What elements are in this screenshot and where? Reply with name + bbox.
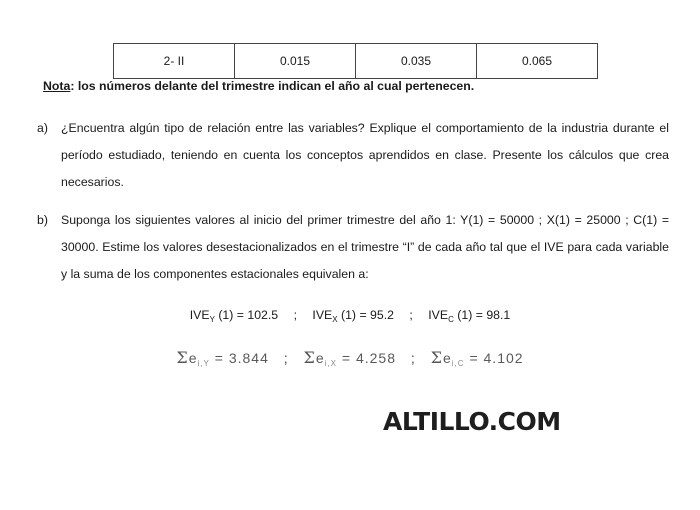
ive-value: (1) = 95.2 <box>337 308 394 322</box>
ive-x <box>312 308 394 322</box>
ive-value: (1) = 102.5 <box>214 308 279 322</box>
ive-c <box>428 308 510 322</box>
sum-subscript: i,Y <box>197 359 210 368</box>
data-table <box>113 43 598 79</box>
table-cell: 2- II <box>114 44 235 79</box>
seasonal-sums <box>0 348 700 368</box>
ive-y <box>190 308 278 322</box>
sum-c <box>431 350 524 366</box>
ive-values <box>0 308 700 324</box>
sum-symbol: e <box>315 350 325 366</box>
sum-symbol: e <box>442 350 452 366</box>
ive-subscript: X <box>332 315 338 324</box>
question-b <box>37 207 669 288</box>
question-marker: b) <box>37 213 48 227</box>
ive-subscript: C <box>448 315 454 324</box>
sigma-icon: Σ <box>430 348 443 367</box>
note-label: Nota <box>43 79 71 93</box>
sum-x <box>304 350 396 366</box>
sigma-icon: Σ <box>303 348 316 367</box>
separator: ; <box>410 350 416 366</box>
sum-y <box>176 350 268 366</box>
sum-value: = 4.258 <box>337 350 396 366</box>
separator: ; <box>283 350 289 366</box>
question-text: Suponga los siguientes valores al inicio del primer trimestre del año 1: Y(1) = 50000 ; X(1) = 25000 ; C(1) = 30000. Estime los valores desestacionalizados en el trimestre “I” de cada año tal que el IVE para cada variable y la suma de los componentes estacionales equivalen a: <box>61 213 669 281</box>
separator: ; <box>409 308 413 322</box>
table-row <box>114 44 598 79</box>
watermark-logo: ALTILLO.COM <box>383 407 561 436</box>
question-a <box>37 115 669 196</box>
table-cell: 0.065 <box>477 44 598 79</box>
sum-value: = 3.844 <box>209 350 269 366</box>
sum-subscript: i,C <box>451 359 465 368</box>
sum-value: = 4.102 <box>464 350 524 366</box>
table-cell: 0.015 <box>235 44 356 79</box>
separator: ; <box>293 308 297 322</box>
question-text: ¿Encuentra algún tipo de relación entre las variables? Explique el comportamiento de la industria durante el período estudiado, teniendo en cuenta los conceptos aprendidos en clase. Presente los cálculos que crea necesarios. <box>61 121 669 189</box>
note <box>43 79 474 93</box>
ive-base: IVE <box>428 308 449 322</box>
ive-value: (1) = 98.1 <box>453 308 511 322</box>
table-cell: 0.035 <box>356 44 477 79</box>
ive-base: IVE <box>312 308 333 322</box>
ive-base: IVE <box>189 308 210 322</box>
sum-symbol: e <box>188 350 198 366</box>
sum-subscript: i,X <box>324 359 337 368</box>
question-marker: a) <box>37 121 48 135</box>
note-text: : los números delante del trimestre indican el año al cual pertenecen. <box>70 79 475 93</box>
sigma-icon: Σ <box>176 348 189 367</box>
ive-subscript: Y <box>209 315 215 324</box>
